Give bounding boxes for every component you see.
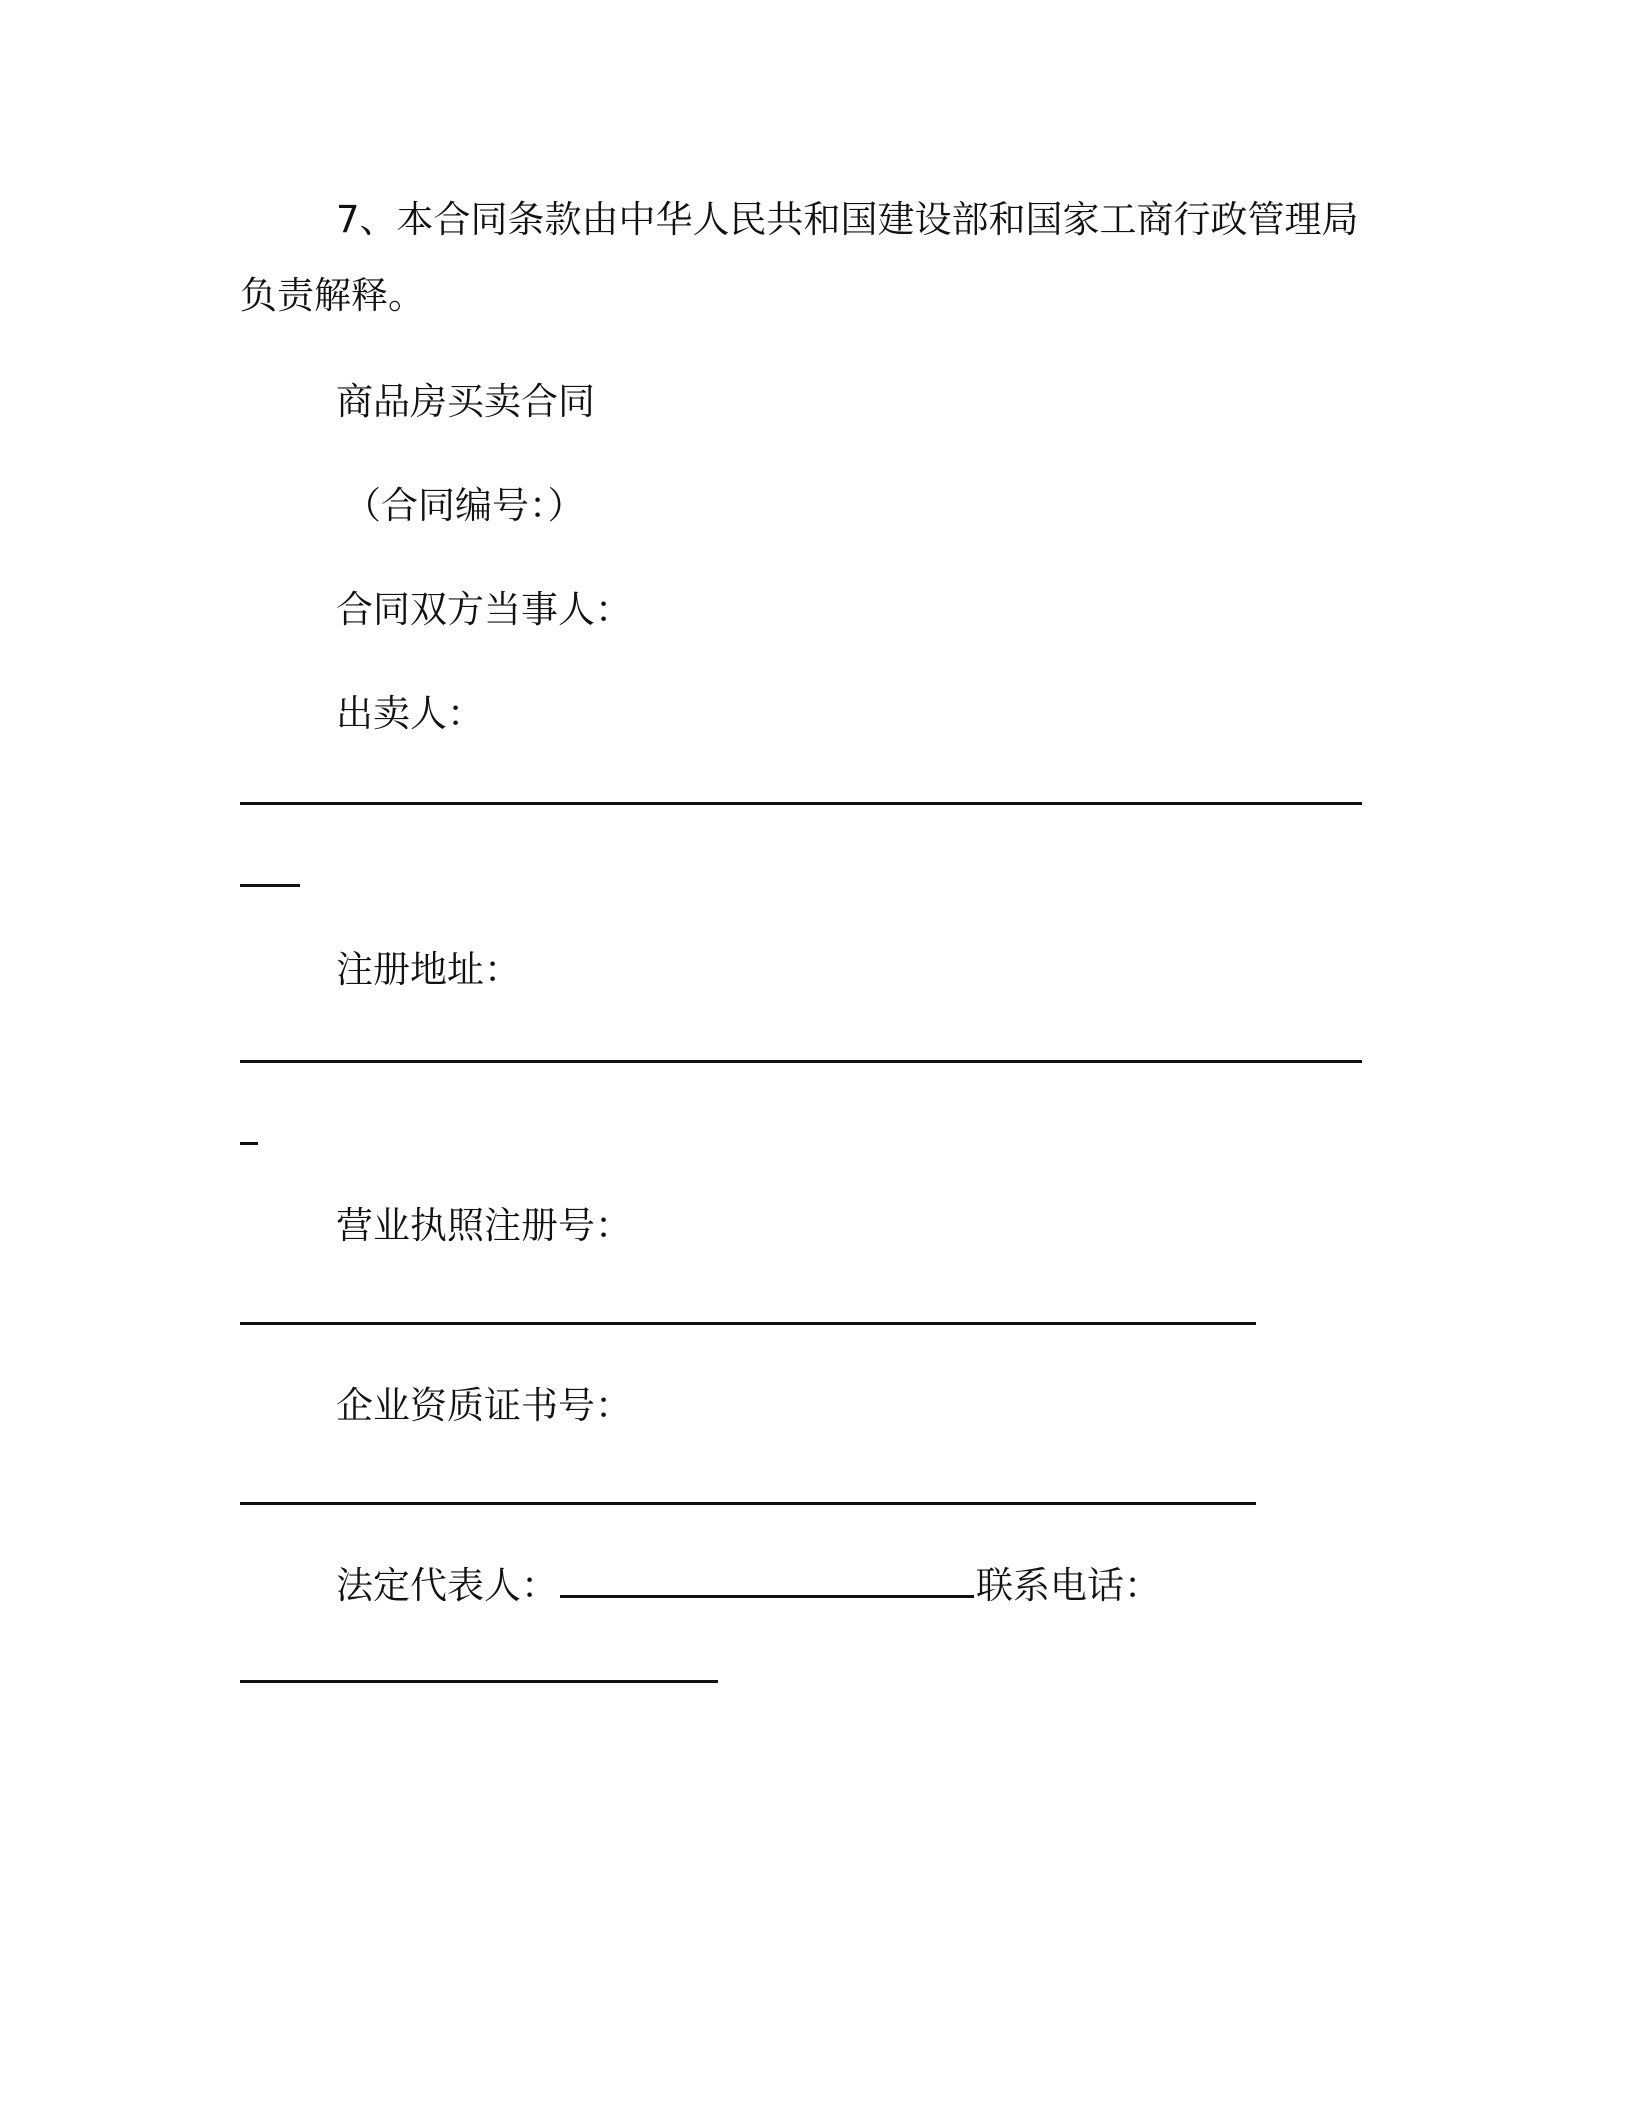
clause-7-line-1: 7、本合同条款由中华人民共和国建设部和国家工商行政管理局	[336, 198, 1359, 241]
phone-blank-line	[240, 1680, 718, 1683]
address-blank-line	[240, 1060, 1362, 1063]
legal-representative-row	[336, 1562, 1161, 1610]
contract-number-label: （合同编号：）	[344, 484, 585, 527]
qualification-blank-line	[240, 1502, 1256, 1505]
address-blank-line-continued	[240, 1142, 258, 1145]
business-license-label: 营业执照注册号：	[336, 1204, 632, 1247]
qualification-certificate-label: 企业资质证书号：	[336, 1384, 632, 1427]
document-title: 商品房买卖合同	[336, 380, 595, 423]
seller-blank-line-continued	[240, 884, 300, 887]
legal-representative-label: 法定代表人：	[336, 1564, 558, 1607]
seller-blank-line	[240, 802, 1362, 805]
registered-address-label: 注册地址：	[336, 948, 521, 991]
phone-label: 联系电话：	[976, 1564, 1161, 1607]
business-license-blank-line	[240, 1322, 1256, 1325]
seller-label: 出卖人：	[336, 692, 484, 735]
clause-7-line-2: 负责解释。	[240, 274, 425, 317]
parties-label: 合同双方当事人：	[336, 588, 632, 631]
legal-representative-blank-line	[560, 1595, 974, 1598]
